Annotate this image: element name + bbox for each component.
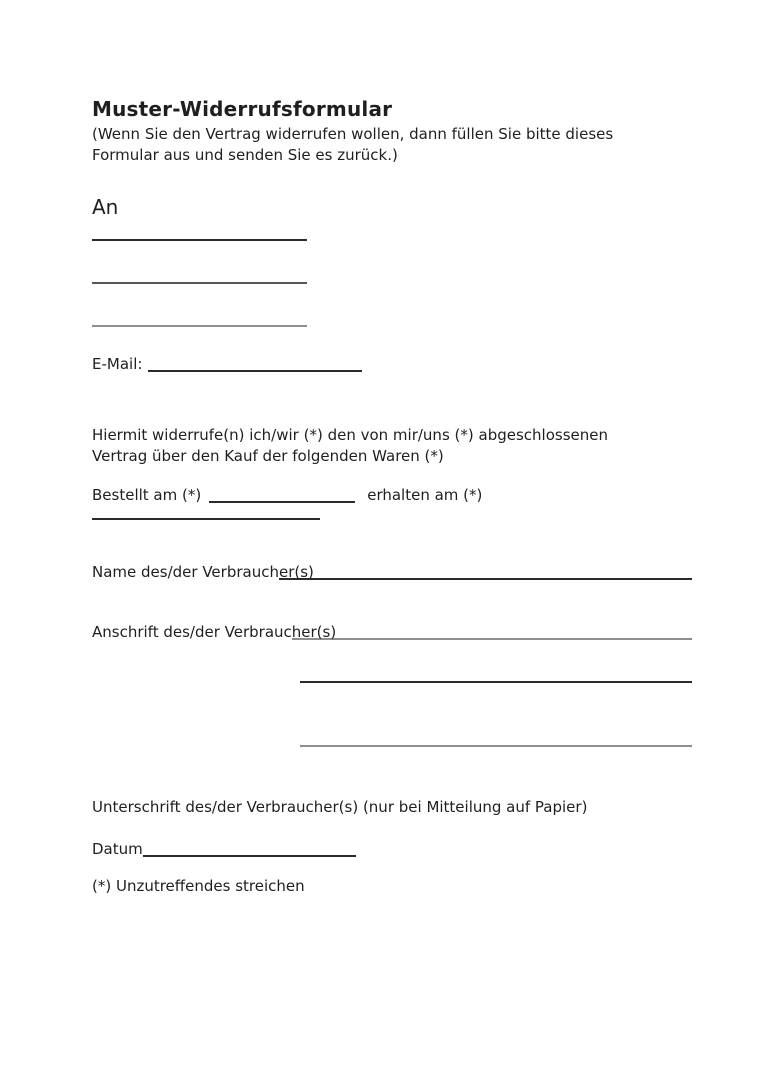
consumer-address-row [92, 622, 692, 643]
form-subtitle [92, 124, 613, 166]
email-label: E-Mail: [92, 355, 143, 373]
recipient-blank-line-1 [92, 239, 307, 241]
ordered-on-blank-line [209, 487, 355, 503]
declaration-line: Hiermit widerrufe(n) ich/wir (*) den von mir/uns (*) abgeschlossenen [92, 426, 608, 444]
date-blank-line [143, 841, 356, 857]
consumer-name-label: Name des/der Verbrauch [92, 563, 279, 581]
email-row [92, 353, 362, 375]
consumer-name-blank-line [314, 564, 692, 580]
date-row [92, 838, 356, 860]
consumer-address-blank-line-3 [300, 745, 692, 747]
subtitle-line: (Wenn Sie den Vertrag widerrufen wollen, dann füllen Sie bitte dieses [92, 125, 614, 143]
footnote: (*) Unzutreffendes streichen [92, 877, 305, 895]
consumer-address-label: Anschrift des/der Verbrauc [92, 623, 292, 641]
withdrawal-declaration [92, 425, 608, 467]
order-date-row [92, 484, 482, 506]
recipient-blank-line-3 [92, 325, 307, 327]
recipient-blank-line-2 [92, 282, 307, 284]
page-title: Muster-Widerrufsformular [92, 97, 393, 121]
subtitle-line: Formular aus und senden Sie es zurück.) [92, 146, 398, 164]
declaration-line: Vertrag über den Kauf der folgenden Waren (*) [92, 447, 444, 465]
ordered-on-label: Bestellt am (*) [92, 486, 202, 504]
date-label: Datum [92, 840, 143, 858]
consumer-name-row [92, 562, 692, 583]
consumer-name-label-underlined: er(s) [278, 563, 314, 581]
consumer-address-blank-line-2 [300, 681, 692, 683]
signature-note: Unterschrift des/der Verbraucher(s) (nur bei Mitteilung auf Papier) [92, 798, 588, 816]
consumer-address-label-underlined: her(s) [291, 623, 337, 641]
received-on-label: erhalten am (*) [367, 486, 483, 504]
received-on-blank-line [92, 518, 320, 520]
consumer-address-blank-line [336, 624, 692, 640]
email-blank-line [148, 356, 362, 372]
recipient-label: An [92, 195, 119, 219]
